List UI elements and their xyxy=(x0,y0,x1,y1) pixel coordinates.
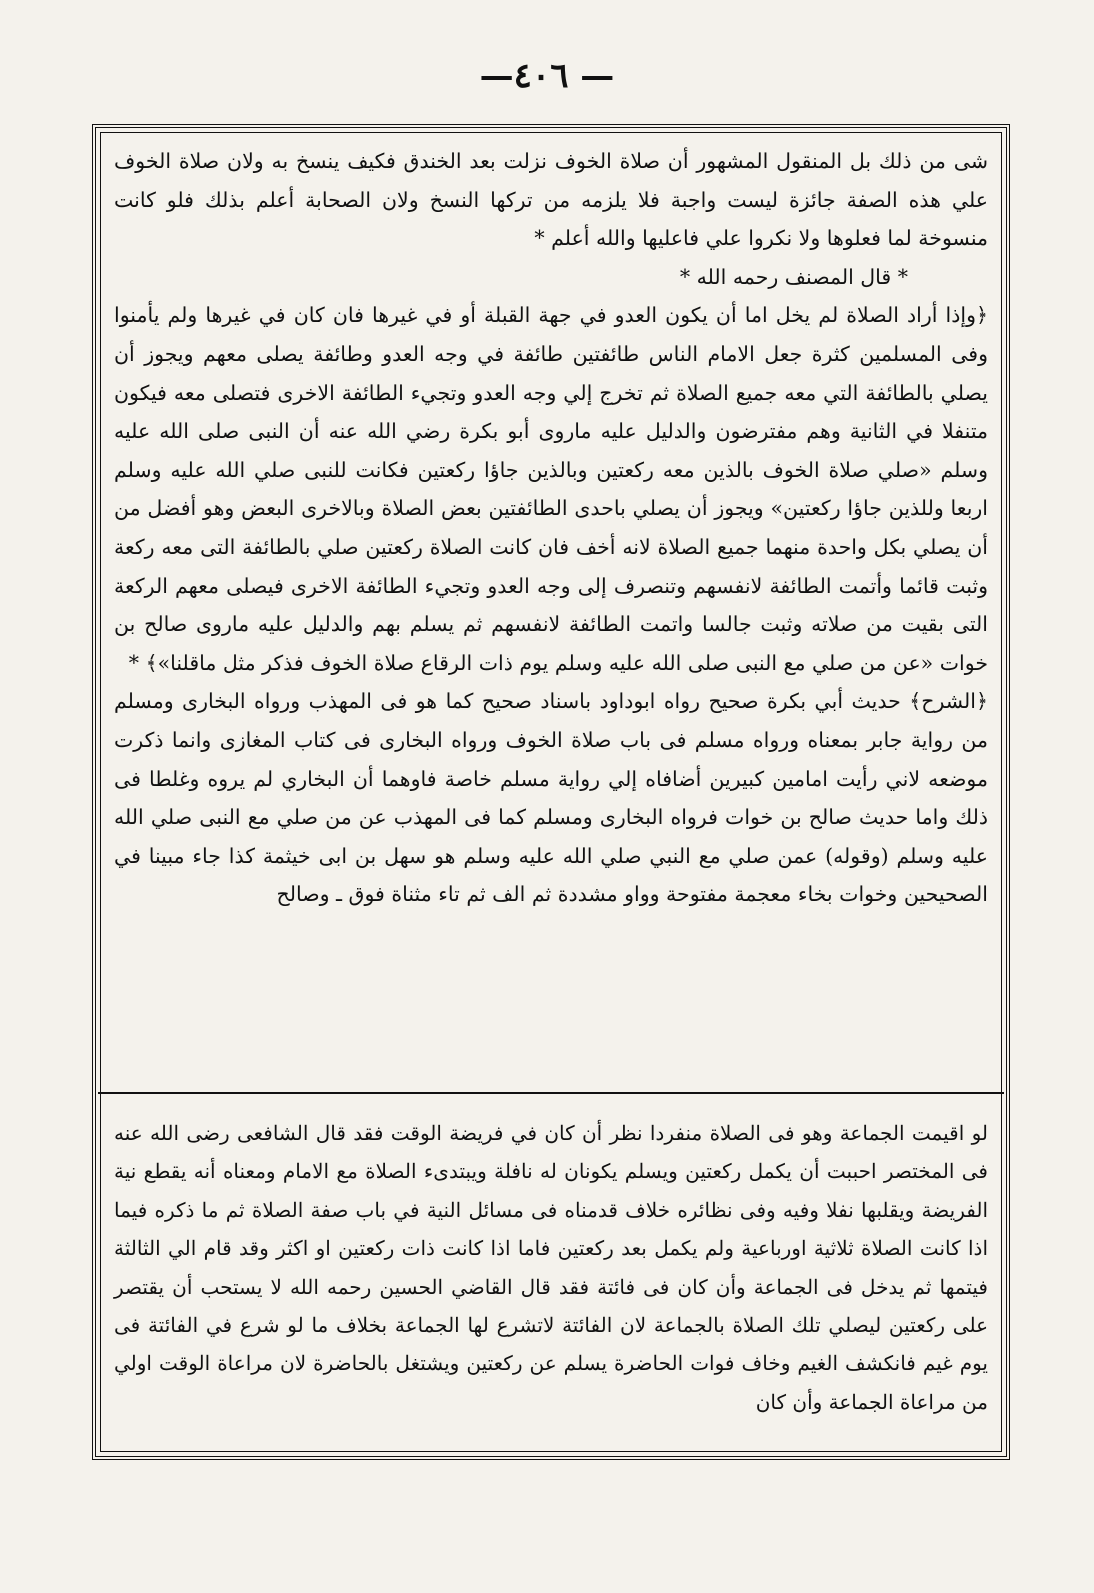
main-paragraph: ﴿الشرح﴾ حديث أبي بكرة صحيح رواه ابوداود باسناد صحيح كما هو فى المهذب ورواه البخارى ومسلم من رواية جابر بمعناه ورواه مسلم فى باب صلاة الخوف ورواه البخارى فى كتاب المغازى وانما ذكرت موضعه لاني رأيت امامين كبيرين أضافاه إلي رواية مسلم خاصة فاوهما أن البخاري لم يروه وغلطا فى ذلك واما حديث صالح بن خوات فرواه البخارى ومسلم كما فى المهذب عن من صلي مع النبى صلي الله عليه وسلم (وقوله) عمن صلي مع النبي صلي الله عليه وسلم هو سهل بن ابى خيثمة كذا جاء مبينا في الصحيحين وخوات بخاء معجمة مفتوحة وواو مشددة ثم الف ثم تاء مثناة فوق ـ وصالح xyxy=(114,689,988,907)
main-paragraph: ﴿وإذا أراد الصلاة لم يخل اما أن يكون العدو في جهة القبلة أو في غيرها فان كان في غيرها ولم يأمنوا وفى المسلمين كثرة جعل الامام الناس طائفتين طائفة في وجه العدو وطائفة يصلى معهم ويجوز أن يصلي بالطائفة التي معه جميع الصلاة ثم تخرج إلي وجه العدو وتجيء الطائفة الاخرى فتصلى معه فيكون متنفلا في الثانية وهم مفترضون والدليل عليه ماروى أبو بكرة رضي الله عنه أن النبى صلى الله عليه وسلم «صلي صلاة الخوف بالذين معه ركعتين وبالذين جاؤا ركعتين فكانت للنبى صلي الله عليه وسلم اربعا وللذين جاؤا ركعتين» ويجوز أن يصلي باحدى الطائفتين بعض الصلاة وبالاخرى البعض وهو أفضل من أن يصلي بكل واحدة منهما جميع الصلاة لانه أخف فان كانت الصلاة ركعتين صلي بالطائفة التى معه ركعة وثبت قائما وأتمت الطائفة لانفسهم وتنصرف إلى وجه العدو وتجيء الطائفة الاخرى فيصلى معهم الركعة التى بقيت من صلاته وثبت جالسا واتمت الطائفة لانفسهم ثم يسلم بهم والدليل عليه ماروى صالح بن خوات «عن من صلي مع النبى صلى الله عليه وسلم يوم ذات الرقاع صلاة الخوف فذكر مثل ماقلنا»﴾ * xyxy=(114,303,988,675)
main-text-block xyxy=(114,142,988,914)
text-frame xyxy=(92,124,1010,1460)
main-paragraph-heading: * قال المصنف رحمه الله * xyxy=(679,264,908,289)
note-paragraph: لو اقيمت الجماعة وهو فى الصلاة منفردا نظر أن كان في فريضة الوقت فقد قال الشافعى رضى الله عنه فى المختصر احببت أن يكمل ركعتين ويسلم يكونان له نافلة ويبتدىء الصلاة مع الامام ومعناه أنه يقطع نية الفريضة ويقلبها نفلا وفيه وفى نظائره خلاف قدمناه فى مسائل النية في باب صفة الصلاة ثم ما ذكره فيما اذا كانت الصلاة ثلاثية اورباعية ولم يكمل بعد ركعتين فاما اذا كانت ذات ركعتين او اكثر وقد قام الي الثالثة فيتمها ثم يدخل فى الجماعة وأن كان فى فائتة فقد قال القاضي الحسين رحمه الله لا يستحب أن يقتصر على ركعتين ليصلي تلك الصلاة بالجماعة لان الفائتة لاتشرع لها الجماعة بخلاف ما لو شرع في الفائتة فى يوم غيم فانكشف الغيم وخاف فوات الحاضرة يسلم عن ركعتين ويشتغل بالحاضرة لان مراعاة الوقت اولي من مراعاة الجماعة وأن كان xyxy=(114,1121,989,1414)
main-paragraph: شى من ذلك بل المنقول المشهور أن صلاة الخوف نزلت بعد الخندق فكيف ينسخ به ولان صلاة الخوف علي هذه الصفة جائزة ليست واجبة فلا يلزمه من تركها النسخ ولان الصحابة أعلم بذلك فلو كانت منسوخة لما فعلوها ولا نكروا علي فاعليها والله أعلم * xyxy=(114,149,988,251)
page-number: —٤٠٦ — xyxy=(479,56,615,96)
footnote-text-block xyxy=(114,1114,988,1421)
section-divider xyxy=(98,1092,1004,1094)
